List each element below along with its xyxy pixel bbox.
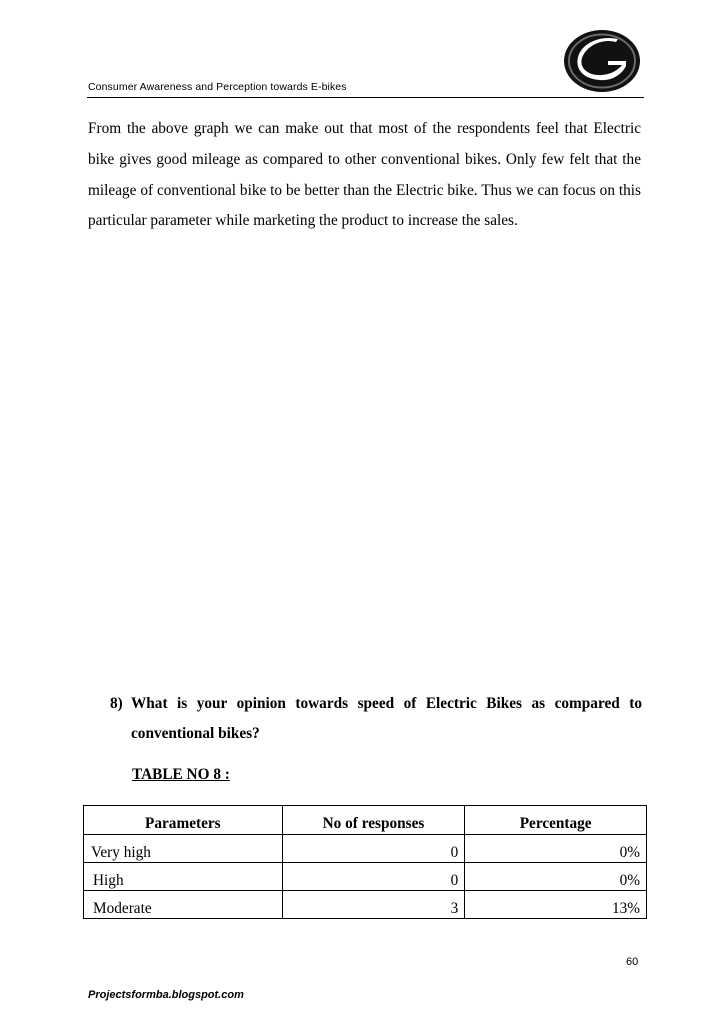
table-row: [84, 891, 647, 919]
row-parameter: Very high: [84, 835, 283, 863]
row-responses: 0: [282, 863, 465, 891]
page-number: 60: [626, 956, 639, 968]
header-divider: [87, 97, 644, 98]
table-title: TABLE NO 8 :: [132, 766, 230, 783]
row-percentage: 0%: [465, 863, 647, 891]
question-number: 8): [110, 695, 123, 712]
responses-table: [83, 805, 647, 919]
row-parameter: Moderate: [84, 891, 283, 919]
header-percentage: Percentage: [465, 806, 647, 835]
body-paragraph: From the above graph we can make out that most of the respondents feel that Electric bike gives good mileage as compared to other conventional bikes. Only few felt that the mileage of conventional bike to be better than the Electric bike. Thus we can focus on this particular parameter while marketing the product to increase the sales.: [88, 120, 641, 230]
question-text: What is your opinion towards speed of Electric Bikes as compared to conventional bikes?: [131, 695, 642, 742]
table-row: [84, 863, 647, 891]
footer-site: Projectsformba.blogspot.com: [88, 989, 244, 1001]
header-parameters: Parameters: [84, 806, 283, 835]
header-responses: No of responses: [282, 806, 465, 835]
row-parameter: High: [84, 863, 283, 891]
survey-question: [110, 689, 642, 749]
table-row: [84, 835, 647, 863]
row-percentage: 13%: [465, 891, 647, 919]
row-responses: 0: [282, 835, 465, 863]
row-percentage: 0%: [465, 835, 647, 863]
row-responses: 3: [282, 891, 465, 919]
g-arrow-logo-icon: [562, 28, 642, 94]
running-header: Consumer Awareness and Perception towards E-bikes: [88, 81, 347, 93]
table-header-row: [84, 806, 647, 835]
